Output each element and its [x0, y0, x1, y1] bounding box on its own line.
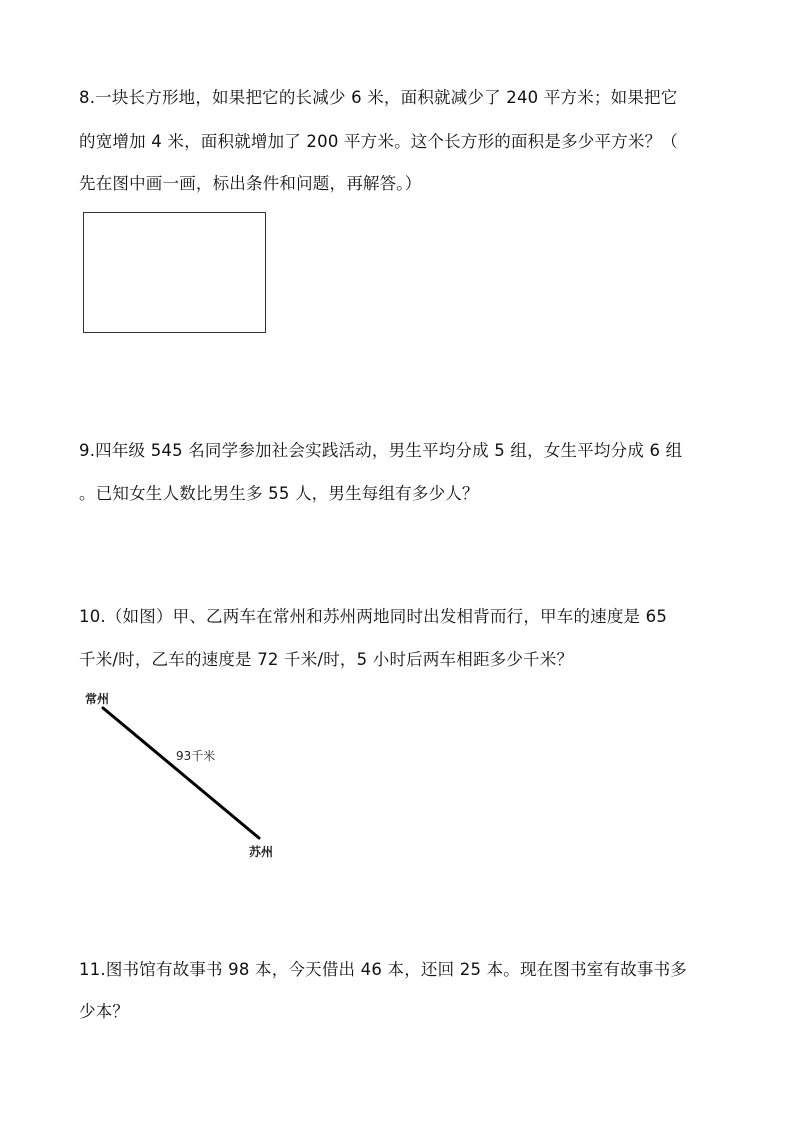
q8-text-line-2: 的宽增加 4 米，面积就增加了 200 平方米。这个长方形的面积是多少平方米？（: [79, 132, 678, 151]
q10-text-line-2: 千米/时，乙车的速度是 72 千米/时，5 小时后两车相距多少千米？: [79, 650, 574, 669]
q9-text-line-2: 。已知女生人数比男生多 55 人，男生每组有多少人？: [79, 484, 479, 503]
q10-distance-label: 93千米: [176, 749, 216, 763]
q10-text-line-1: 10.（如图）甲、乙两车在常州和苏州两地同时出发相背而行，甲车的速度是 65: [79, 607, 668, 626]
q10-route-line: [103, 708, 259, 838]
q8-text-line-1: 8.一块长方形地，如果把它的长减少 6 米，面积就减少了 240 平方米；如果把它: [79, 88, 678, 107]
q10-end-label: 苏州: [249, 845, 274, 859]
q8-rectangle-drawing-area: [83, 212, 266, 333]
q10-start-label: 常州: [85, 692, 110, 706]
q11-text-line-1: 11.图书馆有故事书 98 本，今天借出 46 本，还回 25 本。现在图书室有故事书多: [79, 960, 687, 979]
q10-distance-diagram: [70, 680, 310, 870]
q8-text-line-3: 先在图中画一画，标出条件和问题，再解答。）: [79, 174, 422, 193]
q11-text-line-2: 少本？: [79, 1002, 130, 1021]
q9-text-line-1: 9.四年级 545 名同学参加社会实践活动，男生平均分成 5 组，女生平均分成 6 组: [79, 441, 683, 460]
